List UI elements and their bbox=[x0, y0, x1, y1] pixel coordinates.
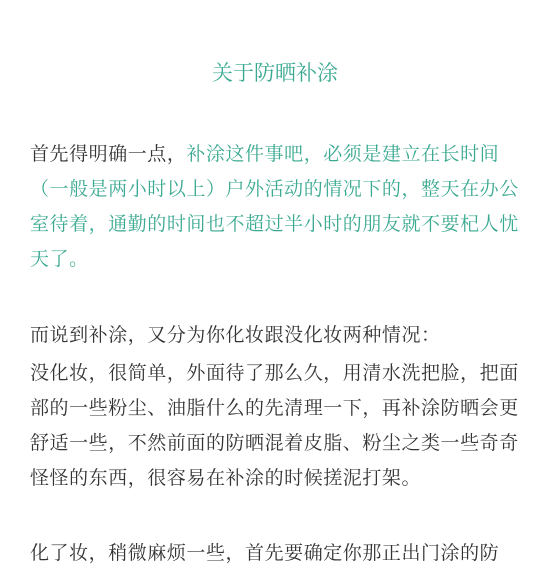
paragraph-with-makeup: 化了妆，稍微麻烦一些，首先要确定你那正出门涂的防 bbox=[30, 542, 500, 564]
paragraph-intro-highlight: 补涂这件事吧，必须是建立在长时间（一般是两小时以上）户外活动的情况下的，整天在办公室待着，通勤的时间也不超过半小时的朋友就不要杞人忧天了。 bbox=[30, 143, 519, 270]
article-title: 关于防晒补涂 bbox=[212, 61, 338, 85]
paragraph-two-cases: 而说到补涂，又分为你化妆跟没化妆两种情况： bbox=[30, 324, 441, 346]
paragraph-intro-lead: 首先得明确一点， bbox=[30, 143, 187, 165]
paragraph-intro bbox=[30, 137, 530, 277]
paragraph-no-makeup: 没化妆，很简单，外面待了那么久，用清水洗把脸，把面部的一些粉尘、油脂什么的先清理一下，再补涂防晒会更舒适一些，不然前面的防晒混着皮脂、粉尘之类一些奇奇怪怪的东西，很容易在补涂的时候搓泥打架。 bbox=[30, 362, 519, 489]
